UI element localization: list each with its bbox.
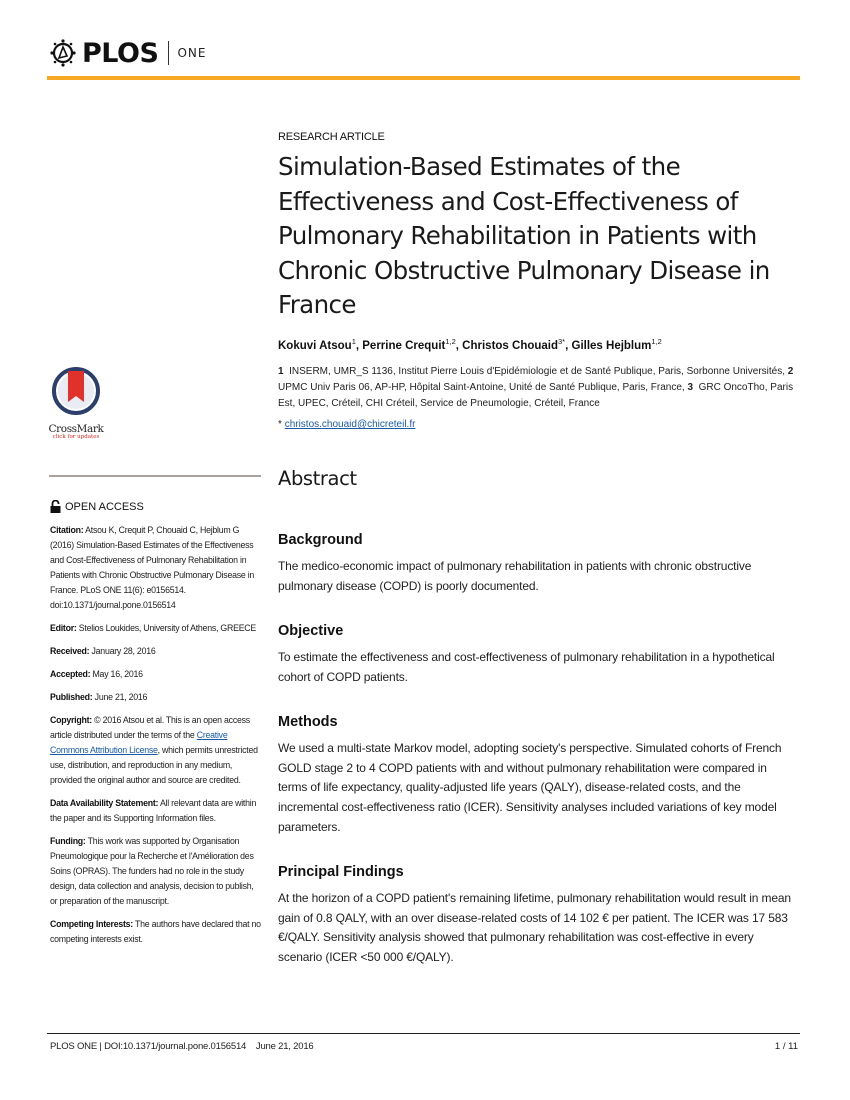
copyright-text-end: , which permits unrestricted use, distribution, and reproduction in any medium, provided the original author and source are credited. [50, 745, 258, 785]
competing-interests-label: Competing Interests: [50, 919, 133, 929]
section-text-principal-findings: At the horizon of a COPD patient's remaining lifetime, pulmonary rehabilitation would result in mean gain of 0.8 QALY, with an over disease-related costs of 14 102 € per patient. The ICER was 17 583 €/QALY. Sensitivity analysis showed that pulmonary rehabilitation was cost-effective in every scenario (ICER <50 000 €/QALY). [278, 891, 791, 965]
author-name: Kokuvi Atsou [278, 339, 352, 352]
editor-text: Stelios Loukides, University of Athens, GREECE [78, 623, 257, 633]
open-access-badge [50, 500, 144, 513]
corresponding-email-link[interactable]: christos.chouaid@chicreteil.fr [284, 419, 416, 430]
published-text: June 21, 2016 [94, 692, 148, 702]
corresponding-marker: * [278, 419, 282, 430]
citation-text: Atsou K, Crequit P, Chouaid C, Hejblum G (2016) Simulation-Based Estimates of the Effectiveness and Cost-Effectiveness of Pulmonary Rehabilitation in Patients with Chronic Obstructive Pulmonary Disease in France. PLoS ONE 11(6): e0156514. doi:10.1371/journal.pone.0156514 [50, 525, 255, 610]
affiliations [278, 364, 798, 412]
copyright-label: Copyright: [50, 715, 92, 725]
editor-label: Editor: [50, 623, 77, 633]
crossmark-icon [51, 366, 101, 416]
competing-interests-text: The authors have declared that no competing interests exist. [50, 919, 261, 944]
data-availability-label: Data Availability Statement: [50, 798, 159, 808]
author-list: Kokuvi Atsou$^1$, Perrine Crequit$^{1,2}$, Christos Chouaid$^{3*}$, Gilles Hejblum$^{1,2}$ [278, 337, 662, 352]
footer-citation: PLOS ONE | DOI:10.1371/journal.pone.0156514 June 21, 2016 [50, 1041, 314, 1052]
license-link[interactable]: Creative Commons Attribution License [50, 730, 228, 755]
copyright [50, 713, 262, 788]
competing-interests [50, 917, 262, 947]
affiliation-text: UPMC Univ Paris 06, AP-HP, Hôpital Saint-Antoine, Unité de Santé Publique, Paris, France, [278, 382, 685, 393]
plos-globe-icon [48, 38, 78, 68]
section-text-methods: We used a multi-state Markov model, adopting society's perspective. Simulated cohorts of French GOLD stage 2 to 4 COPD patients with and without pulmonary rehabilitation were compared in terms of life expectancy, quality-adjusted life years (QALY), disease-related costs, and the incremental cost-effectiveness ratio (ICER). Sensitivity analyses included variations of key model parameters. [278, 741, 782, 834]
crossmark-label: CrossMark [48, 423, 104, 435]
received-date [50, 644, 262, 659]
accepted-text: May 16, 2016 [92, 669, 143, 679]
received-text: January 28, 2016 [91, 646, 156, 656]
article-info-sidebar [50, 523, 262, 955]
article-title: Simulation-Based Estimates of the Effectiveness and Cost-Effectiveness of Pulmonary Rehabilitation in Patients with Chronic Obstructive Pulmonary Disease in France [278, 152, 770, 319]
author-name: Perrine Crequit [362, 339, 446, 352]
section-heading-methods: Methods [278, 714, 338, 730]
author-affiliation-ref: 1 [351, 337, 356, 346]
copyright-text: © 2016 Atsou et al. This is an open access article distributed under the terms of the [50, 715, 250, 740]
section-text-objective: To estimate the effectiveness and cost-effectiveness of pulmonary rehabilitation in a hypothetical cohort of COPD patients. [278, 650, 775, 684]
funding [50, 834, 262, 909]
header-accent-bar [47, 76, 800, 80]
author-name: Gilles Hejblum [571, 339, 652, 352]
journal-name: PLOS [82, 37, 159, 69]
data-availability-text: All relevant data are within the paper and its Supporting Information files. [50, 798, 257, 823]
citation-label: Citation: [50, 525, 84, 535]
corresponding-author [278, 419, 415, 430]
author-name: Christos Chouaid [462, 339, 559, 352]
logo-divider [168, 41, 169, 65]
accepted-date [50, 667, 262, 682]
open-access-label: OPEN ACCESS [65, 500, 144, 513]
unlocked-padlock-icon [50, 500, 61, 513]
journal-suffix: ONE [177, 46, 207, 60]
footer-divider [47, 1033, 800, 1034]
funding-text: This work was supported by Organisation Pneumologique pour la Recherche et l'Amélioration des Soins (OPRAS). The funders had no role in the study design, data collection and analysis, decision to publish, or preparation of the manuscript. [50, 836, 254, 906]
section-heading-principal-findings: Principal Findings [278, 864, 404, 880]
author-affiliation-ref: 1,2 [445, 337, 456, 346]
article-type: RESEARCH ARTICLE [278, 131, 385, 143]
page-number: 1 / 11 [774, 1041, 798, 1052]
author-affiliation-ref: 3* [558, 337, 566, 346]
affiliation-number: 1 [278, 366, 284, 377]
author-affiliation-ref: 1,2 [651, 337, 662, 346]
section-heading-objective: Objective [278, 623, 344, 639]
accepted-label: Accepted: [50, 669, 91, 679]
journal-logo [48, 36, 206, 70]
published-date [50, 690, 262, 705]
affiliation-number: 3 [687, 382, 694, 393]
received-label: Received: [50, 646, 90, 656]
affiliation-text: INSERM, UMR_S 1136, Institut Pierre Louis d'Epidémiologie et de Santé Publique, Paris, Sorbonne Universités, [289, 366, 785, 377]
citation [50, 523, 262, 613]
affiliation-number: 2 [787, 366, 794, 377]
funding-label: Funding: [50, 836, 86, 846]
data-availability [50, 796, 262, 826]
sidebar-divider [49, 475, 261, 477]
published-label: Published: [50, 692, 93, 702]
crossmark-sublabel: click for updates [52, 434, 100, 440]
section-text-background: The medico-economic impact of pulmonary rehabilitation in patients with chronic obstructive pulmonary disease (COPD) is poorly documented. [278, 559, 752, 593]
affiliation-text: GRC OncoTho, Paris Est, UPEC, Créteil, CHI Créteil, Service de Pneumologie, Créteil, France [278, 382, 794, 409]
section-heading-background: Background [278, 532, 363, 548]
editor [50, 621, 262, 636]
abstract-heading: Abstract [278, 467, 357, 490]
crossmark-badge[interactable] [24, 366, 128, 440]
